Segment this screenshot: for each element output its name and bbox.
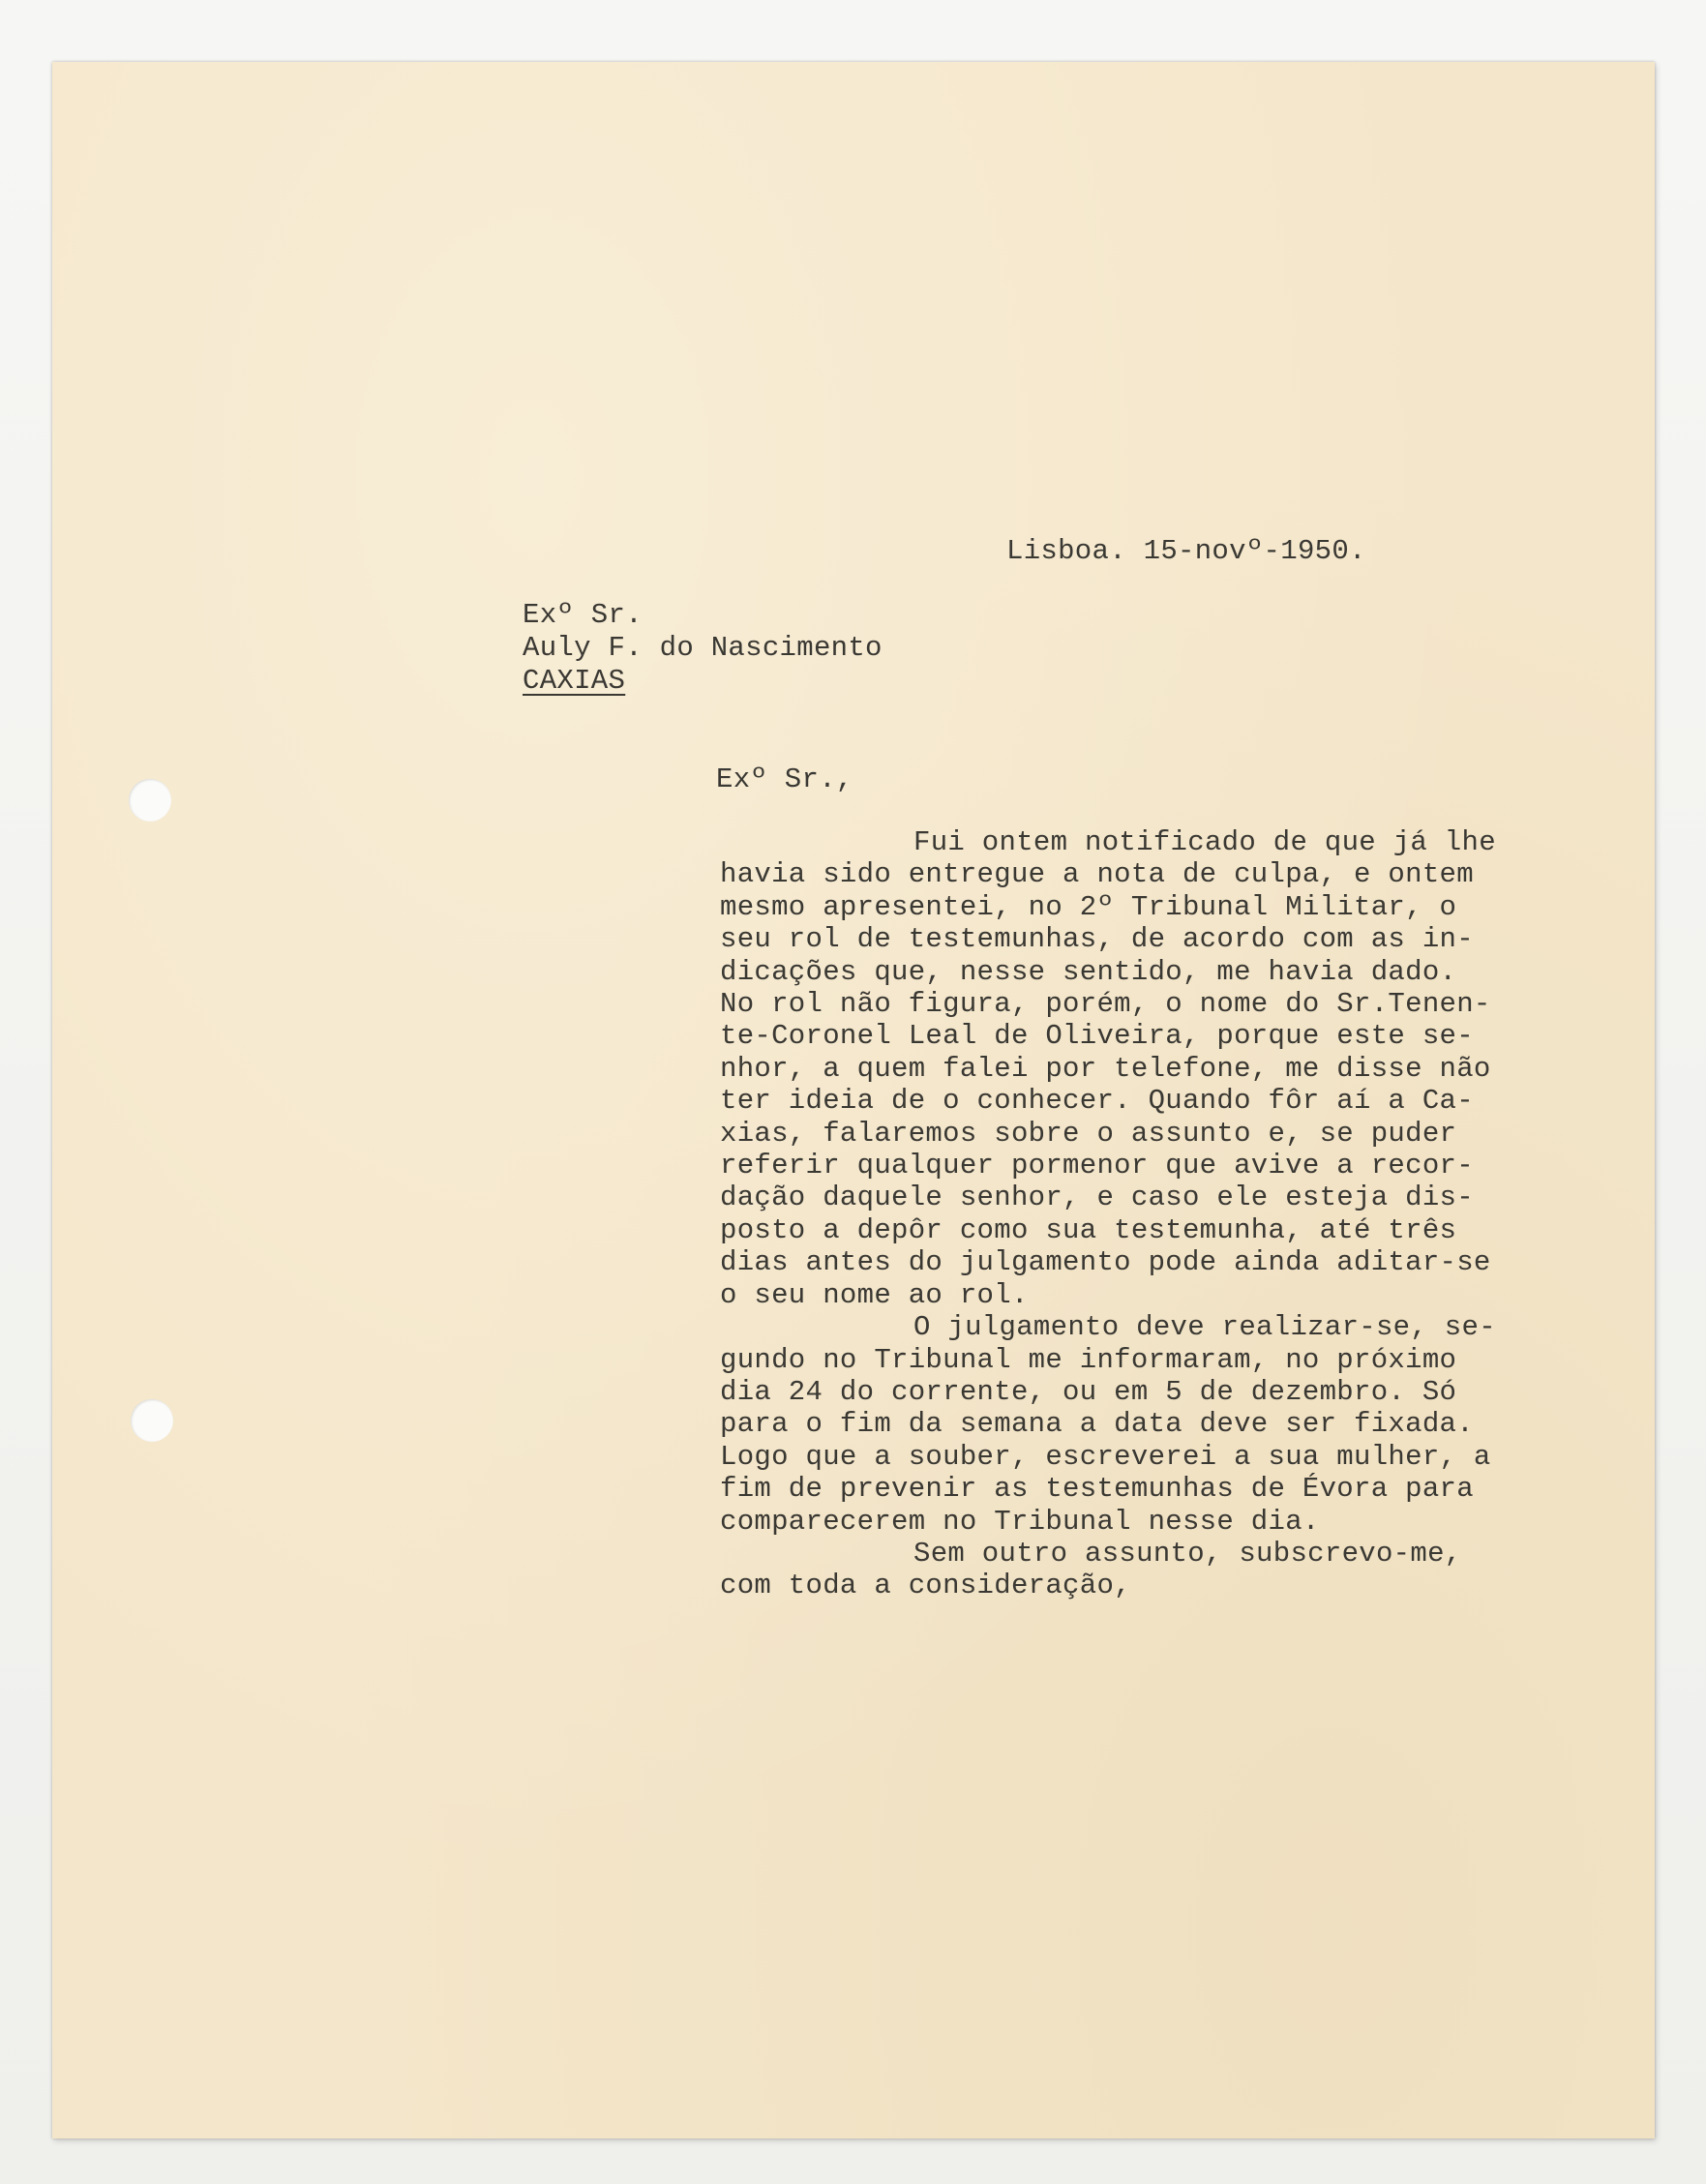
body-line: o seu nome ao rol. [720,1278,1029,1311]
punch-hole-top [129,779,171,822]
body-line: te-Coronel Leal de Oliveira, porque este se- [720,1020,1474,1053]
recipient-honorific: Exº Sr. [523,599,643,631]
body-line: seu rol de testemunhas, de acordo com as in- [720,923,1474,956]
body-line: havia sido entregue a nota de culpa, e ontem [720,858,1474,891]
letter-body [720,826,1591,1602]
body-line: No rol não figura, porém, o nome do Sr.Tenen- [720,988,1491,1021]
body-line: posto a depôr como sua testemunha, até três [720,1213,1457,1246]
body-line: com toda a consideração, [720,1570,1131,1602]
date-line: Lisboa. 15-novº-1950. [1006,535,1366,567]
recipient-place: CAXIAS [523,665,626,697]
body-line: nhor, a quem falei por telefone, me disse não [720,1052,1491,1085]
body-line: referir qualquer pormenor que avive a recor- [720,1150,1474,1182]
body-line: comparecerem no Tribunal nesse dia. [720,1505,1320,1538]
body-line: Logo que a souber, escreverei a sua mulher, a [720,1440,1491,1473]
body-line: xias, falaremos sobre o assunto e, se puder [720,1117,1457,1150]
punch-hole-bottom [131,1399,173,1442]
body-line: fim de prevenir as testemunhas de Évora para [720,1473,1474,1506]
body-line: dicações que, nesse sentido, me havia dado. [720,955,1457,988]
body-line: dia 24 do corrente, ou em 5 de dezembro. Só [720,1375,1457,1408]
body-line: Fui ontem notificado de que já lhe [913,826,1496,858]
body-line: gundo no Tribunal me informaram, no próximo [720,1343,1457,1376]
recipient-name: Auly F. do Nascimento [523,632,883,664]
body-line: ter ideia de o conhecer. Quando fôr aí a Ca- [720,1085,1474,1118]
body-line: mesmo apresentei, no 2º Tribunal Militar, o [720,890,1457,923]
body-line: O julgamento deve realizar-se, se- [913,1311,1496,1344]
body-line: Sem outro assunto, subscrevo-me, [913,1537,1462,1570]
salutation: Exº Sr., [716,763,853,795]
body-line: para o fim da semana a data deve ser fixada. [720,1408,1474,1441]
body-line: dação daquele senhor, e caso ele esteja dis- [720,1182,1474,1214]
body-line: dias antes do julgamento pode ainda aditar-se [720,1246,1491,1279]
